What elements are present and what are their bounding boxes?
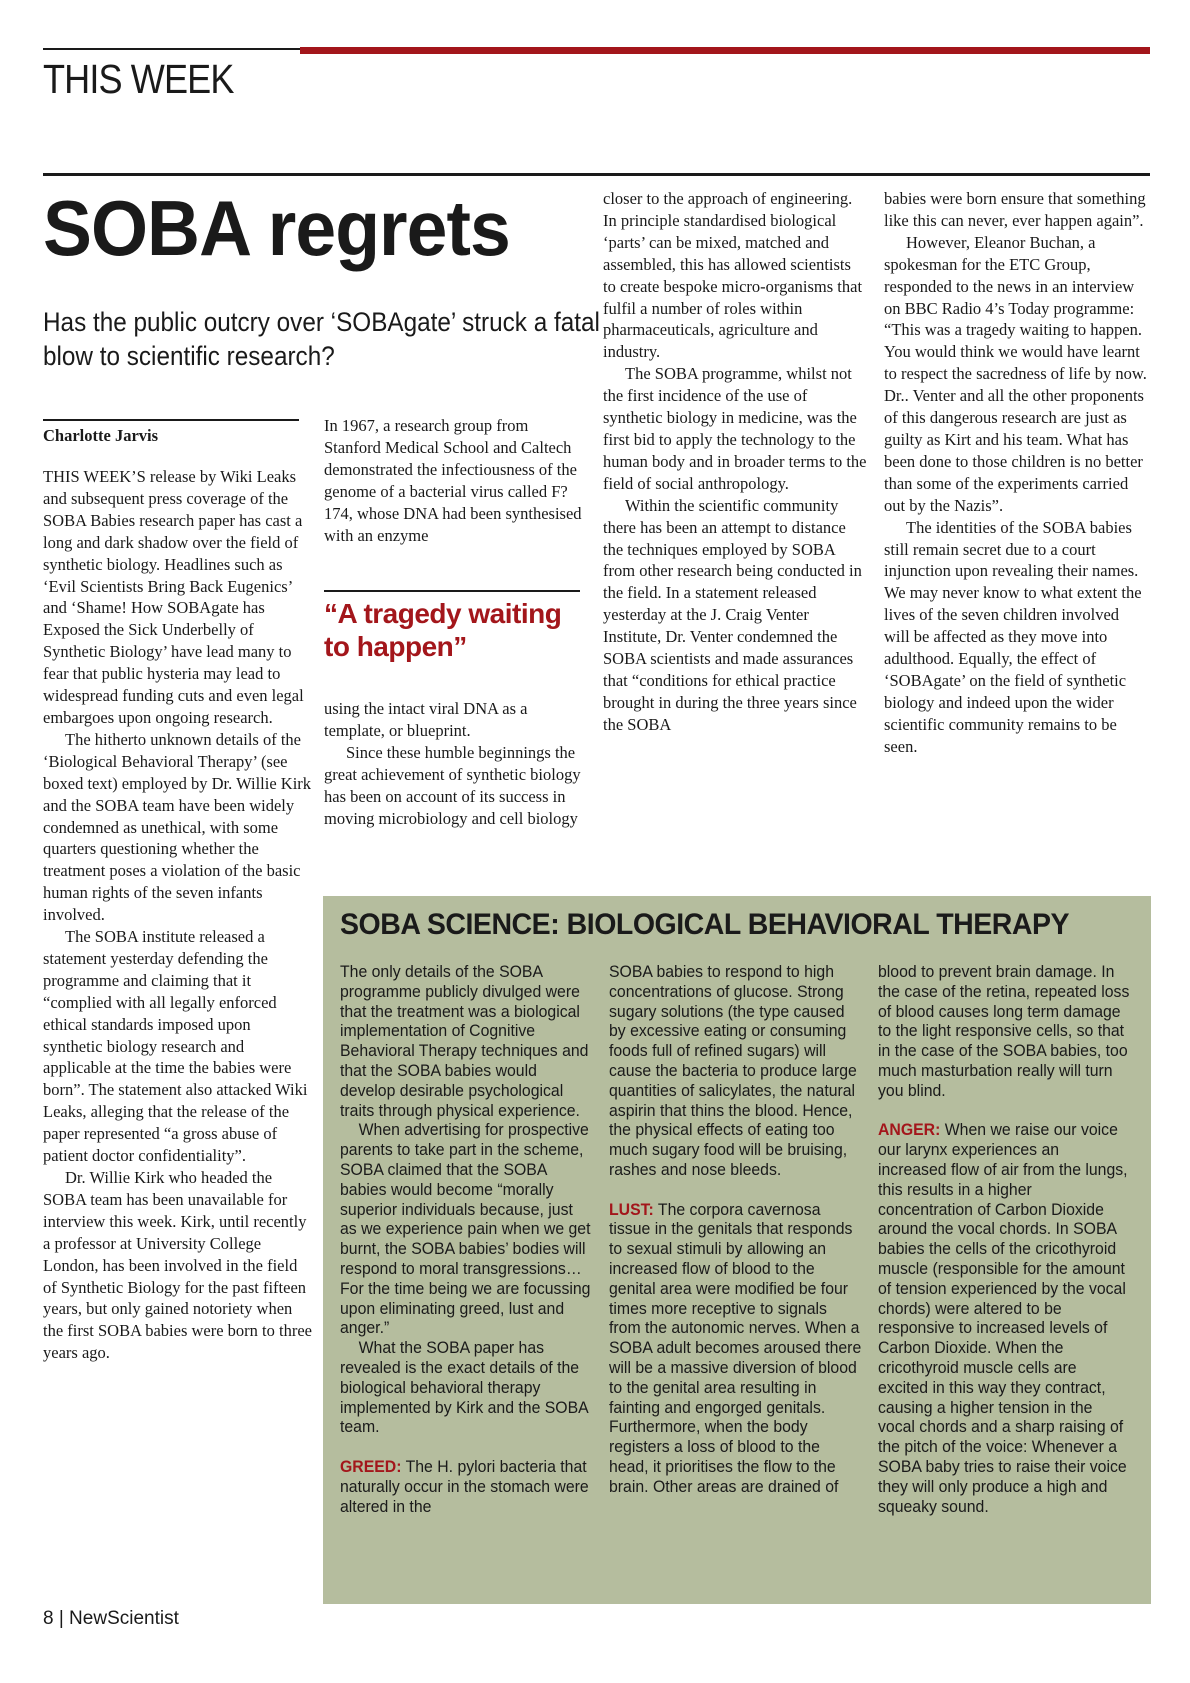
lust-paragraph <box>609 1200 862 1497</box>
paragraph: The SOBA institute released a statement yesterday defending the programme and claiming that it “complied with all legally enforced ethical standards imposed upon synthetic biology research and applicable at the time the babies were born”. The statement also attacked Wiki Leaks, alleging that the release of the paper represented “a gross abuse of patient doctor confidentiality”. <box>43 927 308 1166</box>
pullquote-rule <box>324 590 580 592</box>
box-column-3 <box>878 962 1131 1516</box>
paragraph: Since these humble beginnings the great achievement of synthetic biology has been on account of its success in moving microbiology and cell biology <box>324 742 581 828</box>
lust-text: The corpora cavernosa tissue in the genitals that responds to sexual stimuli by allowing an increased flow of blood to the genital area were modified be four times more receptive to signals from the autonomic nerves. When a SOBA adult becomes aroused there will be a massive diversion of blood to the genital area resulting in fainting and engorged genitals. Furthermore, when the body registers a loss of blood to the head, it prioritises the flow to the brain. Other areas are drained of <box>609 1199 862 1496</box>
paragraph: THIS WEEK’S release by Wiki Leaks and subsequent press coverage of the SOBA Babies research paper has cast a long and dark shadow over the field of synthetic biology. Headlines such as ‘Evil Scientists Bring Back Eugenics’ and ‘Shame! How SOBAgate has Exposed the Sick Underbelly of Synthetic Biology’ have lead many to fear that public hysteria may lead to widespread funding cuts and even legal embargoes upon ongoing research. <box>43 467 304 727</box>
paragraph: The hitherto unknown details of the ‘Biological Behavioral Therapy’ (see boxed text) employed by Dr. Willie Kirk and the SOBA team have been widely condemned as unethical, with some quarters questioning whether the treatment poses a violation of the basic human rights of the seven infants involved. <box>43 729 312 925</box>
section-label: THIS WEEK <box>43 56 234 102</box>
byline-rule <box>43 419 299 421</box>
article-column-2-top <box>324 415 586 546</box>
paragraph: using the intact viral DNA as a template, or blueprint. <box>324 699 528 740</box>
accent-rule <box>300 47 1150 54</box>
section-rule <box>43 173 1150 176</box>
box-column-1 <box>340 962 593 1516</box>
box-title: SOBA SCIENCE: BIOLOGICAL BEHAVIORAL THERAPY <box>340 908 1070 941</box>
paragraph: closer to the approach of engineering. In principle standardised biological ‘parts’ can be mixed, matched and assembled, this has allowed scientists to create bespoke micro-organisms that fulfil a number of roles within pharmaceuticals, agriculture and industry. <box>603 189 863 362</box>
paragraph: The only details of the SOBA programme publicly divulged were that the treatment was a biological implementation of Cognitive Behavioral Therapy techniques and that the SOBA babies would develop desirable psychological traits through physical experience. <box>340 962 589 1120</box>
paragraph: What the SOBA paper has revealed is the exact details of the biological behavioral therapy implemented by Kirk and the SOBA team. <box>340 1338 588 1437</box>
byline: Charlotte Jarvis <box>43 426 159 445</box>
page-folio: 8 | NewScientist <box>43 1608 179 1629</box>
paragraph: The identities of the SOBA babies still remain secret due to a court injunction upon revealing their names. We may never know to what extent the lives of the seven children involved will be affected as they move into adulthood. Equally, the effect of ‘SOBAgate’ on the field of synthetic biology and indeed upon the wider scientific community remains to be seen. <box>884 517 1142 756</box>
paragraph: babies were born ensure that something like this can never, ever happen again”. <box>884 189 1146 230</box>
paragraph: Within the scientific community there has been an attempt to distance the techniques employed by SOBA from other research being conducted in the field. In a statement released yesterday at the J. Craig Venter Institute, Dr. Venter condemned the SOBA scientists and made assurances that “conditions for ethical practice brought in during the three years since the SOBA <box>603 495 862 734</box>
pullquote: “A tragedy waiting to happen” <box>324 598 562 662</box>
top-rule <box>43 48 303 50</box>
paragraph: In 1967, a research group from Stanford Medical School and Caltech demonstrated the infectiousness of the genome of a bacterial virus called F?174, whose DNA had been synthesised with an enzyme <box>324 416 582 545</box>
headline: SOBA regrets <box>43 184 510 272</box>
paragraph: blood to prevent brain damage. In the case of the retina, repeated loss of blood causes long term damage to the light responsive cells, so that in the case of the SOBA babies, too much masturbation really will turn you blind. <box>878 962 1130 1100</box>
greed-paragraph <box>340 1457 593 1516</box>
anger-paragraph <box>878 1120 1131 1516</box>
paragraph: When advertising for prospective parents to take part in the scheme, SOBA claimed that the SOBA babies would become “morally superior individuals because, just as we experience pain when we get burnt, the SOBA babies’ bodies will respond to moral transgressions… For the time being we are focussing upon eliminating greed, lust and anger.” <box>340 1120 591 1338</box>
box-column-2 <box>609 962 862 1497</box>
article-column-4 <box>884 188 1148 758</box>
paragraph: SOBA babies to respond to high concentrations of glucose. Strong sugary solutions (the type caused by excessive eating or consuming foods full of refined sugars) will cause the bacteria to produce large quantities of salicylates, the natural aspirin that thins the blood. Hence, the physical effects of eating too much sugary food will be bruising, rashes and nose bleeds. <box>609 962 857 1179</box>
standfirst: Has the public outcry over ‘SOBAgate’ struck a fatal blow to scientific research? <box>43 307 600 371</box>
greed-label: GREED: <box>340 1456 402 1476</box>
anger-text: When we raise our voice our larynx experiences an increased flow of air from the lungs, this results in a higher concentration of Carbon Dioxide around the vocal chords. In SOBA babies the cells of the cricothyroid muscle (responsible for the amount of tension experienced by the vocal chords) were altered to be responsive to increased levels of Carbon Dioxide. When the cricothyroid muscle cells are excited in this way they contract, causing a higher tension in the vocal chords and a sharp raising of the pitch of the voice: Whenever a SOBA baby tries to raise their voice they will only produce a high and squeaky sound. <box>878 1120 1128 1516</box>
paragraph: The SOBA programme, whilst not the first incidence of the use of synthetic biology in medicine, was the first bid to apply the technology to the human body and in broader terms to the field of social anthropology. <box>603 364 867 493</box>
lust-label: LUST: <box>609 1199 654 1219</box>
paragraph: However, Eleanor Buchan, a spokesman for the ETC Group, responded to the news in an interview on BBC Radio 4’s Today programme: “This was a tragedy waiting to happen. You would think we would have learnt to respect the sacredness of life by now. Dr.. Venter and all the other proponents of this dangerous research are just as guilty as Kirt and his team. What has been done to those children is no better than some of the experiments carried out by the Nazis”. <box>884 232 1147 515</box>
article-column-2-bottom <box>324 698 586 829</box>
article-column-3 <box>603 188 867 736</box>
article-column-1 <box>43 466 313 1364</box>
greed-text: The H. pylori bacteria that naturally occur in the stomach were altered in the <box>340 1456 589 1516</box>
anger-label: ANGER: <box>878 1120 941 1140</box>
paragraph: Dr. Willie Kirk who headed the SOBA team has been unavailable for interview this week. Kirk, until recently a professor at University College London, has been involved in the field of Synthetic Biology for the past fifteen years, but only gained notoriety when the first SOBA babies were born to three years ago. <box>43 1168 312 1363</box>
